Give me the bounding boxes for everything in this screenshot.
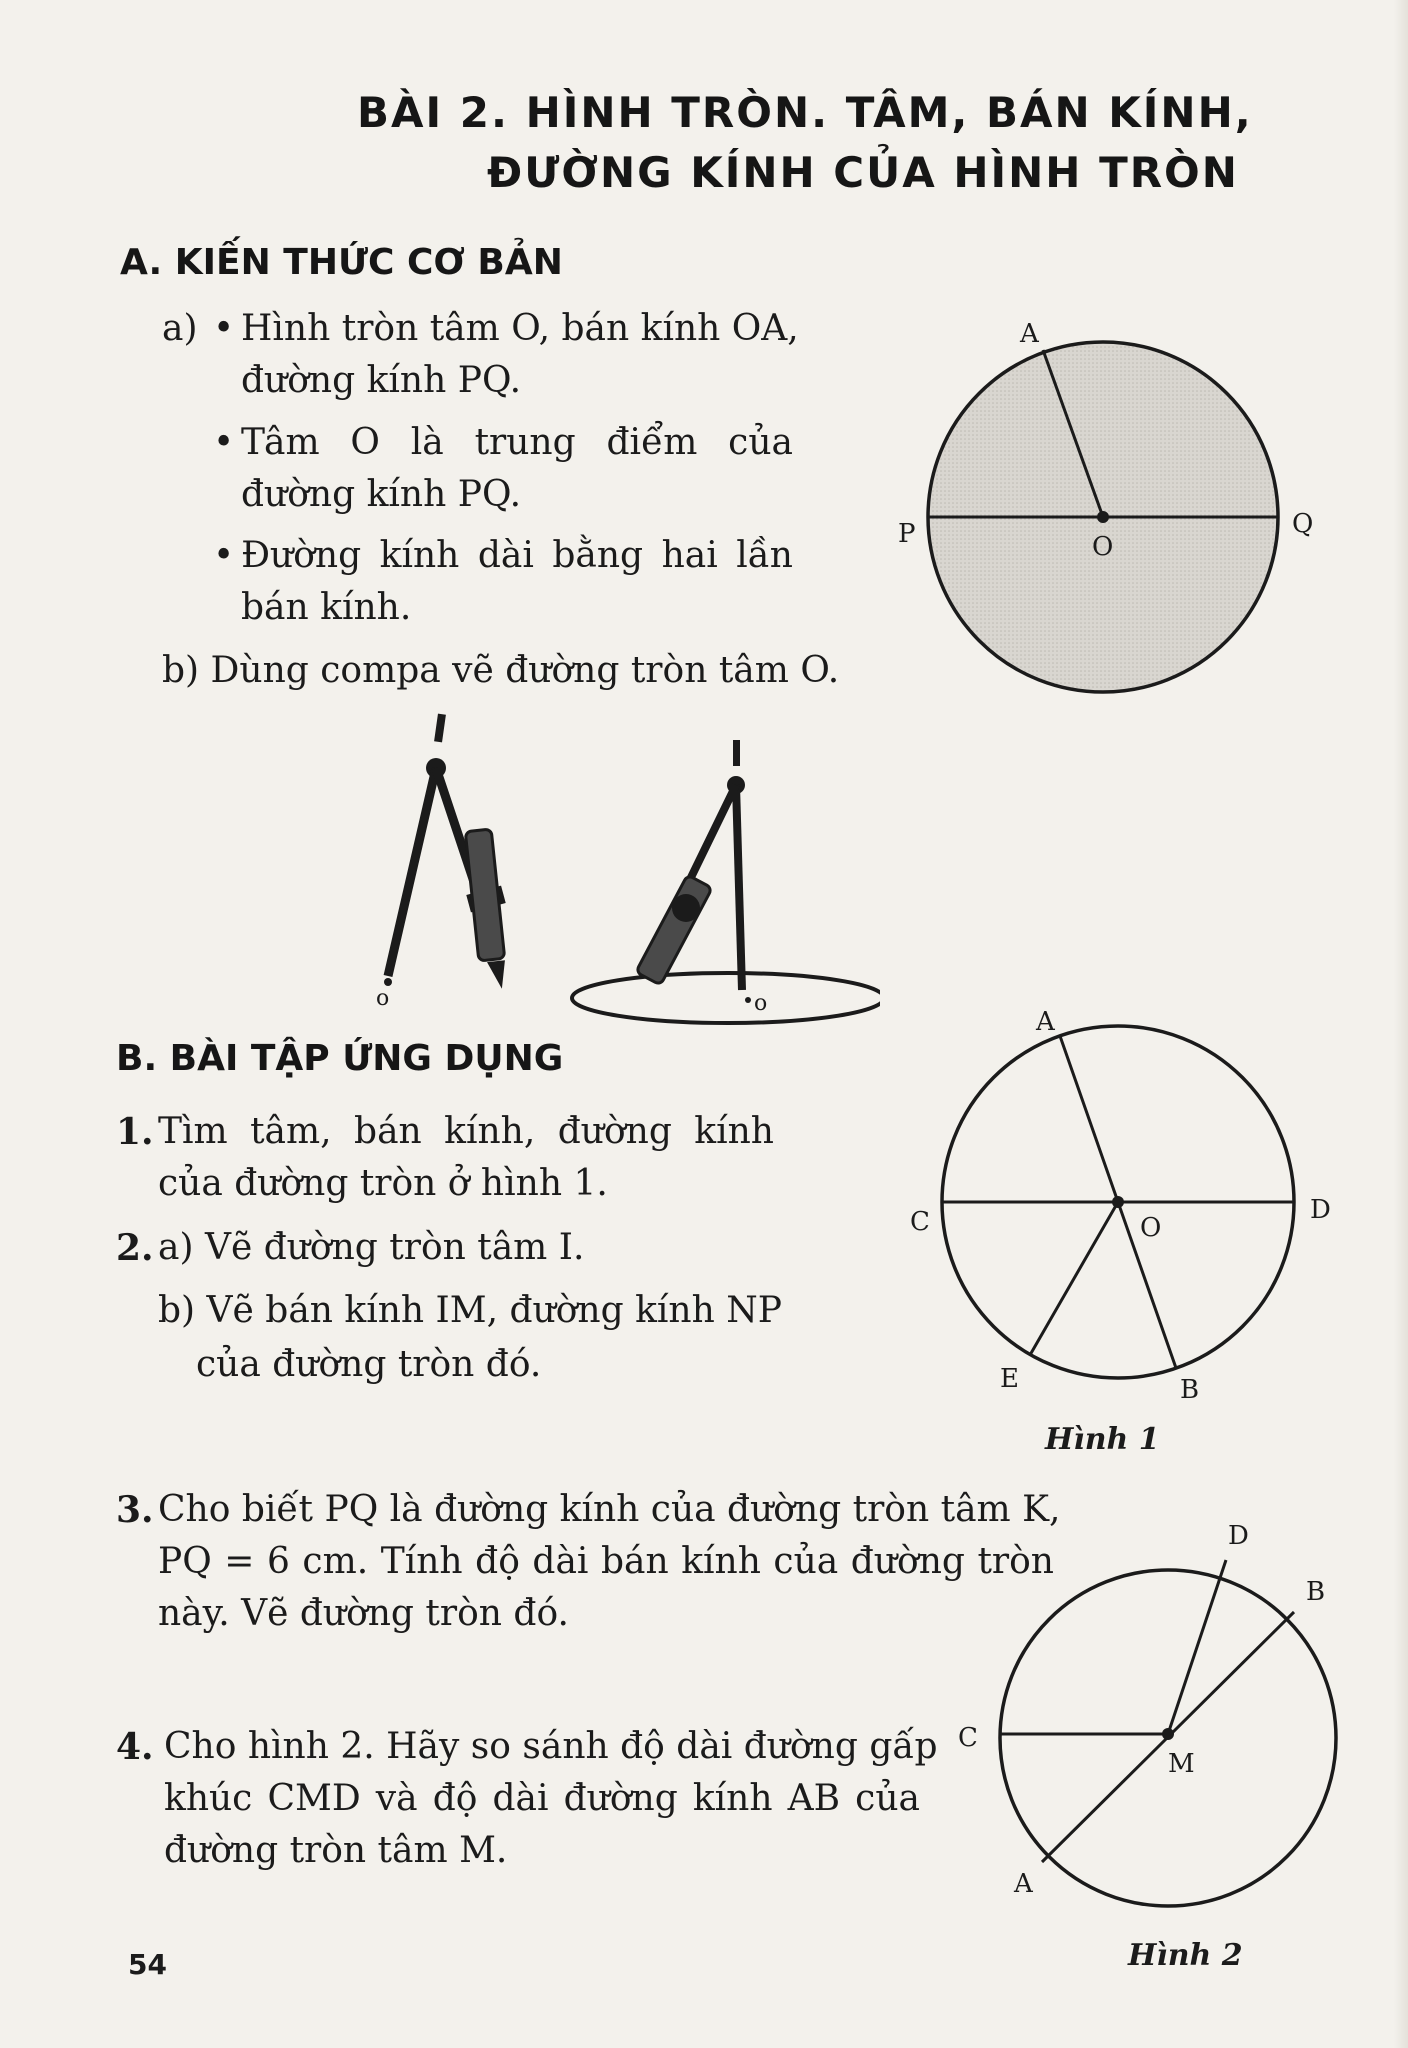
exercise-1-line-2: của đường tròn ở hình 1. xyxy=(158,1163,608,1204)
label-o: O xyxy=(1092,532,1114,562)
bullet-item-3 xyxy=(213,530,793,634)
radius-oe xyxy=(1030,1202,1118,1355)
part-b-text: b) Dùng compa vẽ đường tròn tâm O. xyxy=(162,650,840,691)
fig1-label-e: E xyxy=(1000,1364,1019,1394)
compass-illustration xyxy=(360,700,880,1030)
compass-label-1: o xyxy=(376,986,390,1011)
bullet-item-1 xyxy=(213,303,799,407)
fig1-label-c: C xyxy=(910,1207,930,1237)
exercise-1 xyxy=(158,1106,774,1210)
bullet-icon: • xyxy=(213,308,235,349)
fig1-label-b: B xyxy=(1180,1375,1200,1405)
bullet-icon: • xyxy=(213,535,235,576)
compass-open-icon xyxy=(376,714,508,1011)
title-line-1: BÀI 2. HÌNH TRÒN. TÂM, BÁN KÍNH, xyxy=(357,88,1253,137)
title-line-2: ĐƯỜNG KÍNH CỦA HÌNH TRÒN xyxy=(487,148,1239,197)
bullet-item-2 xyxy=(213,417,793,521)
figure-1 xyxy=(900,1000,1360,1460)
compass-drawing-icon xyxy=(572,740,880,1023)
bullet-1-line-2: đường kính PQ. xyxy=(241,360,522,401)
bullet-2-line-1: Tâm O là trung điểm của xyxy=(241,422,793,463)
exercise-2-number: 2. xyxy=(116,1227,154,1269)
fig2-label-b: B xyxy=(1306,1577,1326,1607)
exercise-4-line-1: Cho hình 2. Hãy so sánh độ dài đường gấp xyxy=(164,1726,938,1767)
label-p: P xyxy=(898,519,916,549)
label-q: Q xyxy=(1292,509,1314,539)
exercise-2-line-1: a) Vẽ đường tròn tâm I. xyxy=(158,1227,585,1268)
bullet-1-line-1: Hình tròn tâm O, bán kính OA, xyxy=(241,308,799,349)
compass-label-2: o xyxy=(754,991,768,1016)
exercise-4-line-3: đường tròn tâm M. xyxy=(164,1830,508,1871)
bullet-icon: • xyxy=(213,422,235,463)
exercise-4-number: 4. xyxy=(116,1726,154,1768)
page-number: 54 xyxy=(128,1948,167,1981)
exercise-4-line-2: khúc CMD và độ dài đường kính AB của xyxy=(164,1778,920,1819)
fig1-label-o: O xyxy=(1140,1213,1162,1243)
label-a: A xyxy=(1020,319,1039,349)
bullet-3-line-1: Đường kính dài bằng hai lần xyxy=(241,535,793,576)
exercise-2-line-3: của đường tròn đó. xyxy=(196,1344,542,1385)
bullet-3-line-2: bán kính. xyxy=(241,587,412,628)
page-edge xyxy=(1394,0,1408,2048)
section-b-heading: B. BÀI TẬP ỨNG DỤNG xyxy=(116,1038,564,1079)
fig2-label-c: C xyxy=(958,1723,978,1753)
exercise-3-line-2: PQ = 6 cm. Tính độ dài bán kính của đường tròn xyxy=(158,1541,1054,1582)
exercise-3-number: 3. xyxy=(116,1489,154,1531)
fig1-label-a: A xyxy=(1036,1007,1055,1037)
exercise-2-line-2: b) Vẽ bán kính IM, đường kính NP xyxy=(158,1290,782,1331)
exercise-1-line-1: Tìm tâm, bán kính, đường kính xyxy=(158,1111,774,1152)
exercise-1-number: 1. xyxy=(116,1111,154,1153)
figure-2 xyxy=(940,1500,1360,1920)
part-a-label: a) xyxy=(162,308,198,349)
exercise-3-line-1: Cho biết PQ là đường kính của đường tròn tâm K, xyxy=(158,1489,1061,1530)
section-a-heading: A. KIẾN THỨC CƠ BẢN xyxy=(120,242,563,283)
bullet-2-line-2: đường kính PQ. xyxy=(241,474,522,515)
fig2-label-m: M xyxy=(1168,1749,1195,1779)
center-point-m xyxy=(1162,1728,1174,1740)
center-point-o-fig1 xyxy=(1112,1196,1124,1208)
exercise-3-line-3: này. Vẽ đường tròn đó. xyxy=(158,1593,569,1634)
fig1-label-d: D xyxy=(1310,1195,1331,1225)
figure-2-caption: Hình 2 xyxy=(1128,1938,1243,1973)
exercise-3 xyxy=(158,1484,1061,1640)
fig2-label-a: A xyxy=(1014,1869,1033,1899)
center-point-o xyxy=(1097,511,1109,523)
circle-figure-o xyxy=(860,310,1330,710)
figure-1-caption: Hình 1 xyxy=(1045,1422,1160,1457)
exercise-4 xyxy=(164,1721,938,1877)
fig2-label-d: D xyxy=(1228,1521,1249,1551)
